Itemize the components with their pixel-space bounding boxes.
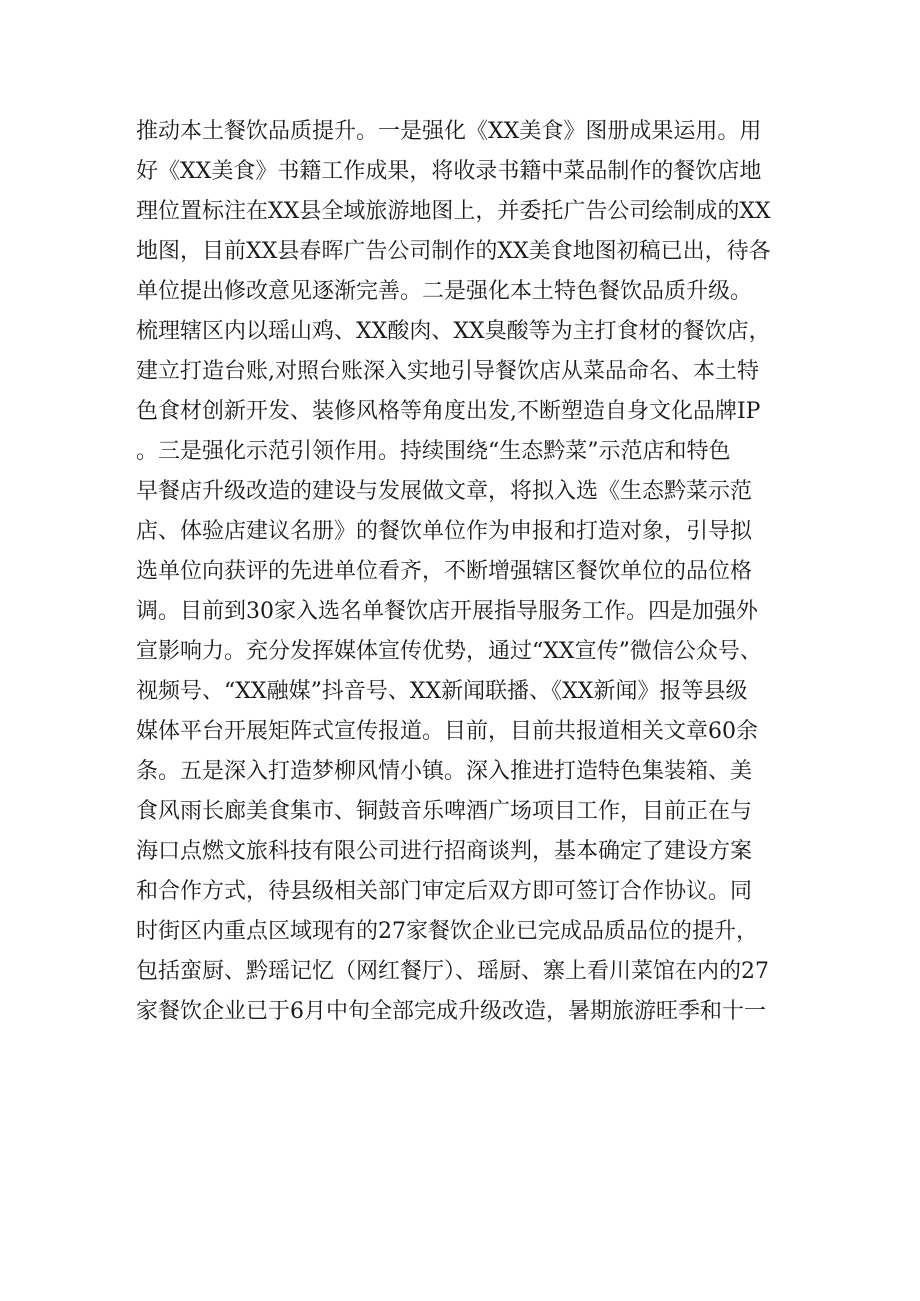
text-line-2: 好《XX美食》书籍工作成果，将收录书籍中菜品制作的餐饮店地 (136, 159, 762, 184)
text-line-11: 店、体验店建议名册》的餐饮单位作为申报和打造对象，引导拟 (136, 519, 753, 544)
text-line-14: 宣影响力。充分发挥媒体宣传优势，通过“XX宣传”微信公众号、 (136, 639, 762, 664)
text-line-9: 。三是强化示范引领作用。持续围绕“生态黔菜”示范店和特色 (136, 439, 731, 464)
text-line-3: 理位置标注在XX县全域旅游地图上，并委托广告公司绘制成的XX (136, 199, 771, 224)
text-line-20: 和合作方式，待县级相关部门审定后双方即可签订合作协议。同 (136, 879, 753, 904)
text-line-8: 色食材创新开发、装修风格等角度出发,不断塑造自身文化品牌IP (136, 399, 761, 424)
text-line-10: 早餐店升级改造的建设与发展做文章，将拟入选《生态黔菜示范 (136, 479, 753, 504)
body-paragraph (136, 112, 816, 1032)
text-line-6: 梳理辖区内以瑶山鸡、XX酸肉、XX臭酸等为主打食材的餐饮店， (136, 319, 771, 344)
text-line-5: 单位提出修改意见逐渐完善。二是强化本土特色餐饮品质升级。 (136, 279, 753, 304)
text-line-16: 媒体平台开展矩阵式宣传报道。目前，目前共报道相关文章60余 (136, 719, 758, 744)
text-line-4: 地图，目前XX县春晖广告公司制作的XX美食地图初稿已出，待各 (136, 239, 771, 264)
text-line-19: 海口点燃文旅科技有限公司进行招商谈判，基本确定了建设方案 (136, 839, 753, 864)
text-line-13: 调。目前到30家入选名单餐饮店开展指导服务工作。四是加强外 (136, 599, 758, 624)
text-line-23: 家餐饮企业已于6月中旬全部完成升级改造，暑期旅游旺季和十一 (136, 999, 766, 1024)
text-line-15: 视频号、“XX融媒”抖音号、XX新闻联播、《XX新闻》报等县级 (136, 679, 748, 704)
text-line-18: 食风雨长廊美食集市、铜鼓音乐啤酒广场项目工作，目前正在与 (136, 799, 753, 824)
text-line-22: 包括蛮厨、黔瑶记忆（网红餐厅）、瑶厨、寨上看川菜馆在内的27 (136, 959, 769, 984)
text-line-12: 选单位向获评的先进单位看齐，不断增强辖区餐饮单位的品位格 (136, 559, 753, 584)
text-line-17: 条。五是深入打造梦柳风情小镇。深入推进打造特色集装箱、美 (136, 759, 753, 784)
text-line-7: 建立打造台账,对照台账深入实地引导餐饮店从菜品命名、本土特 (136, 359, 759, 384)
text-line-21: 时街区内重点区域现有的27家餐饮企业已完成品质品位的提升， (136, 919, 758, 944)
text-line-1: 推动本土餐饮品质提升。一是强化《XX美食》图册成果运用。用 (136, 119, 762, 144)
